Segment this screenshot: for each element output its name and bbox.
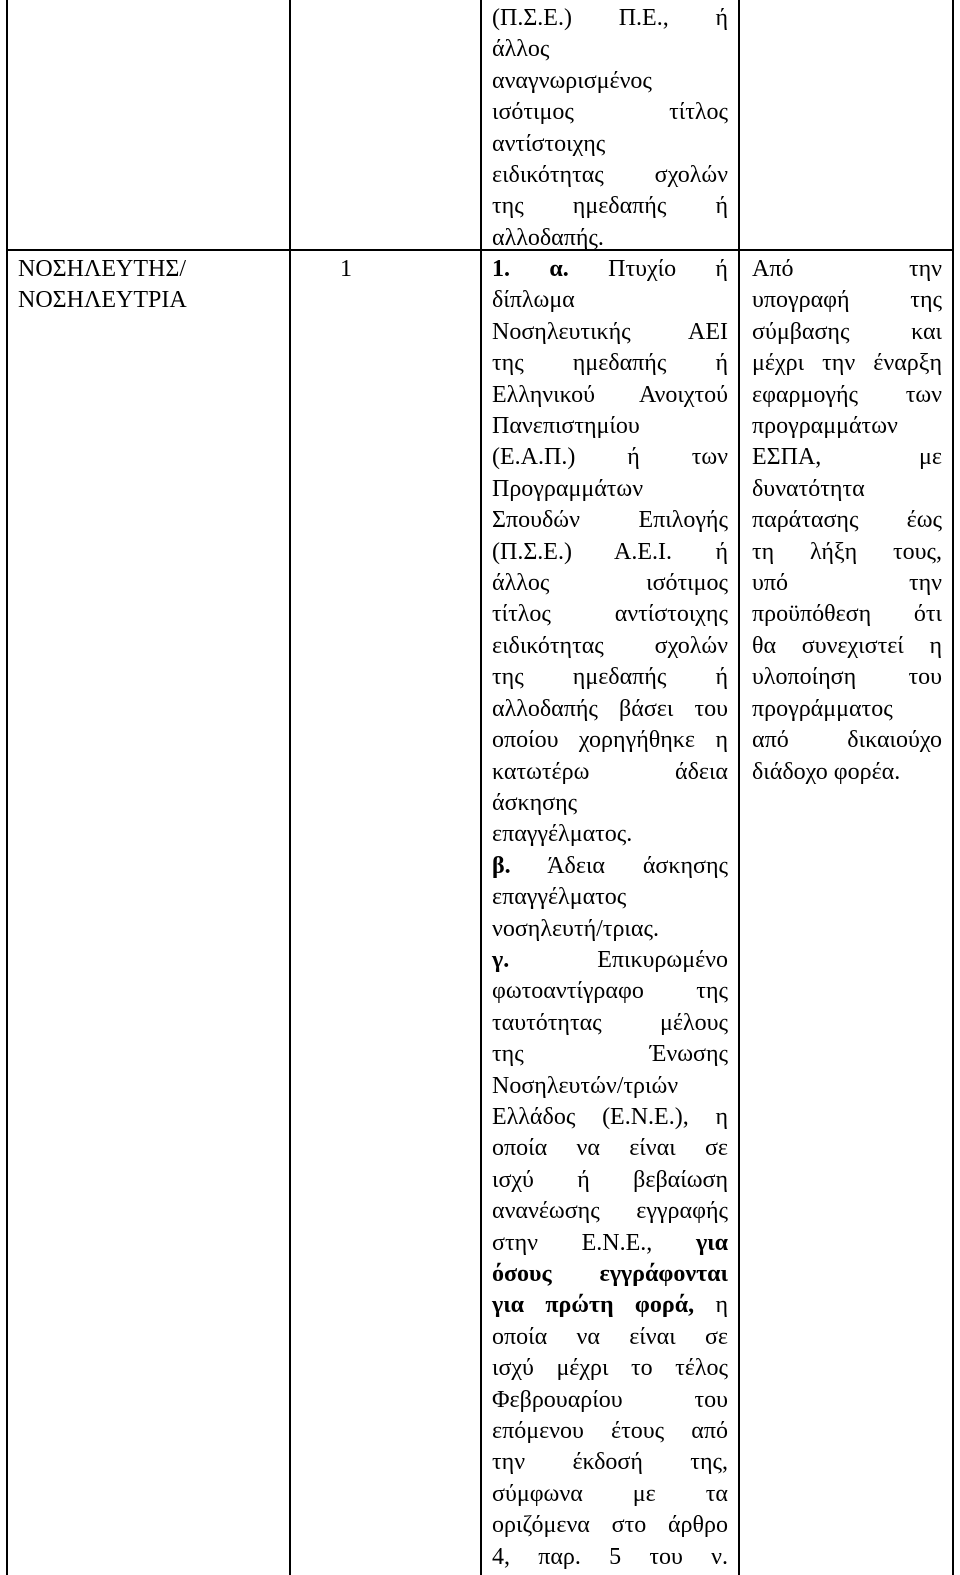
text-line: ισχύ μέχρι το τέλος bbox=[492, 1355, 728, 1382]
table-border-col1 bbox=[289, 0, 291, 1575]
text-line: αλλοδαπής βάσει του bbox=[492, 695, 728, 722]
text-line: ταυτότητας μέλους bbox=[492, 1009, 728, 1036]
text-line: εφαρμογής των bbox=[752, 381, 942, 408]
qualifications-cell bbox=[492, 254, 728, 1573]
text-line: της ημεδαπής ή bbox=[492, 350, 728, 377]
text-line: επόμενου έτους από bbox=[492, 1418, 728, 1445]
table-border-col2 bbox=[480, 0, 482, 1575]
text-line: διάδοχο φορέα. bbox=[752, 758, 901, 785]
text-line: σύμφωνα με τα bbox=[492, 1480, 728, 1507]
text-line: ανανέωσης εγγραφής bbox=[492, 1198, 728, 1225]
item-marker-b: β. bbox=[492, 852, 511, 879]
item-marker-c: γ. bbox=[492, 946, 510, 973]
text-line: από δικαιούχο bbox=[752, 727, 942, 754]
text-fragment: Άδεια άσκησης bbox=[547, 852, 728, 879]
text-line: δυνατότητα bbox=[752, 475, 865, 502]
text-line: υπό την bbox=[752, 570, 942, 597]
text-line: προγράμματος bbox=[752, 695, 893, 722]
text-line: την έκδοσή της, bbox=[492, 1449, 728, 1476]
text-line: νοσηλευτή/τριας. bbox=[492, 915, 659, 942]
position-title bbox=[18, 254, 248, 317]
text-line: υπογραφή της bbox=[752, 287, 942, 314]
qualification-c-first-line bbox=[492, 945, 728, 976]
text-line: δίπλωμα bbox=[492, 287, 575, 314]
text-line: Προγραμμάτων bbox=[492, 475, 644, 502]
text-line: οριζόμενα στο άρθρο bbox=[492, 1512, 728, 1539]
text-line: (Π.Σ.Ε.) Α.Ε.Ι. ή bbox=[492, 538, 728, 565]
text-fragment: στην Ε.Ν.Ε., bbox=[492, 1229, 653, 1256]
text-line: κατωτέρω άδεια bbox=[492, 758, 728, 785]
text-line: Από την bbox=[752, 256, 942, 282]
text-line: Νοσηλευτικής ΑΕΙ bbox=[492, 318, 728, 345]
table-border-col3 bbox=[738, 0, 740, 1575]
text-line: σύμβασης και bbox=[752, 318, 942, 345]
text-line-mixed bbox=[492, 1290, 728, 1321]
title-line: ΝΟΣΗΛΕΥΤΡΙΑ bbox=[18, 287, 187, 314]
text-line: της Ένωσης bbox=[492, 1041, 728, 1068]
text-line: (Ε.Α.Π.) ή των bbox=[492, 444, 728, 471]
text-line: (Π.Σ.Ε.) Π.Ε., ή bbox=[492, 5, 728, 31]
position-count: 1 bbox=[340, 256, 352, 282]
text-line: υλοποίηση του bbox=[752, 664, 942, 691]
text-line: Φεβρουαρίου του bbox=[492, 1386, 728, 1413]
text-line: παράτασης έως bbox=[752, 507, 942, 534]
text-line: οποία να είναι σε bbox=[492, 1323, 728, 1350]
text-line: Πανεπιστημίου bbox=[492, 413, 640, 440]
title-line: ΝΟΣΗΛΕΥΤΗΣ/ bbox=[18, 256, 186, 282]
text-fragment: Επικυρωμένο bbox=[597, 946, 728, 973]
text-line: αναγνωρισμένος bbox=[492, 67, 652, 94]
text-line-bold: όσους εγγράφονται bbox=[492, 1261, 728, 1287]
text-line: 4, παρ. 5 του ν. bbox=[492, 1543, 728, 1570]
text-line: επαγγέλματος bbox=[492, 884, 627, 911]
text-line: Σπουδών Επιλογής bbox=[492, 507, 728, 534]
previous-row-qualifications bbox=[492, 3, 728, 254]
text-line: άσκησης bbox=[492, 789, 578, 816]
text-line: αλλοδαπής. bbox=[492, 224, 604, 251]
text-line: τίτλος αντίστοιχης bbox=[492, 601, 728, 628]
text-line: Ελληνικού Ανοιχτού bbox=[492, 381, 728, 408]
text-line: ειδικότητας σχολών bbox=[492, 162, 728, 189]
qualification-b-first-line bbox=[492, 851, 728, 882]
text-line: προγραμμάτων bbox=[752, 413, 898, 440]
text-line: της ημεδαπής ή bbox=[492, 193, 728, 220]
text-line: ΕΣΠΑ, με bbox=[752, 444, 942, 471]
text-line: άλλος bbox=[492, 36, 550, 63]
text-line: μέχρι την έναρξη bbox=[752, 350, 942, 377]
text-line: επαγγέλματος. bbox=[492, 821, 633, 848]
row-separator bbox=[6, 249, 954, 251]
text-line: ισότιμος τίτλος bbox=[492, 99, 728, 126]
text-line: ισχύ ή βεβαίωση bbox=[492, 1166, 728, 1193]
text-line: ειδικότητας σχολών bbox=[492, 632, 728, 659]
item-marker-a: 1. α. bbox=[492, 256, 569, 282]
qualification-a-first-line bbox=[492, 254, 728, 285]
text-line: οποίου χορηγήθηκε η bbox=[492, 727, 728, 754]
text-line: προϋπόθεση ότι bbox=[752, 601, 942, 628]
text-line: της ημεδαπής ή bbox=[492, 664, 728, 691]
bold-fragment: για πρώτη φορά, bbox=[492, 1292, 695, 1319]
text-line: οποία να είναι σε bbox=[492, 1135, 728, 1162]
text-line: φωτοαντίγραφο της bbox=[492, 978, 728, 1005]
text-line: Ελλάδος (Ε.Ν.Ε.), η bbox=[492, 1103, 728, 1130]
text-fragment: η bbox=[715, 1292, 728, 1319]
text-line: άλλος ισότιμος bbox=[492, 570, 728, 597]
text-line: τη λήξη τους, bbox=[752, 538, 942, 565]
text-line: αντίστοιχης bbox=[492, 130, 606, 157]
text-line: Νοσηλευτών/τριών bbox=[492, 1072, 679, 1099]
table-border-left bbox=[6, 0, 8, 1575]
text-fragment: Πτυχίο ή bbox=[608, 256, 728, 282]
table-border-right bbox=[952, 0, 954, 1575]
text-line-mixed bbox=[492, 1228, 728, 1259]
bold-fragment: για bbox=[695, 1229, 729, 1256]
contract-duration-cell bbox=[752, 254, 942, 788]
text-line: θα συνεχιστεί η bbox=[752, 632, 942, 659]
